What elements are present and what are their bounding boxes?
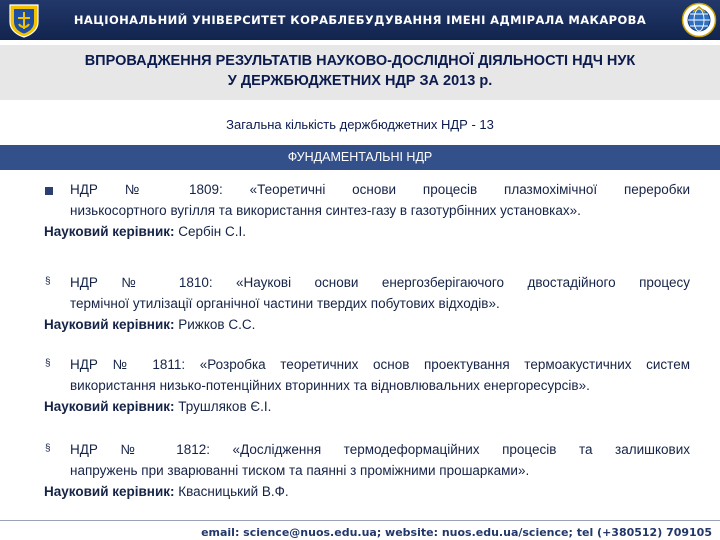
total-count-subtitle: Загальна кількість держбюджетних НДР - 13 bbox=[226, 117, 494, 132]
item-title-line-2: напружень при зварюванні тиском та паянні з проміжними прошарками». bbox=[70, 463, 530, 478]
footer-contacts: email: science@nuos.edu.ua; website: nuos.edu.ua/science; tel (+380512) 709105 bbox=[201, 526, 712, 539]
section-header: ФУНДАМЕНТАЛЬНІ НДР bbox=[0, 145, 720, 170]
supervisor-name: Сербін С.І. bbox=[174, 224, 246, 239]
footer-divider bbox=[0, 520, 720, 521]
item-title-line-1: НДР № 1810: «Наукові основи енергозберігаючого двостадійного процесу bbox=[70, 275, 690, 290]
supervisor-name: Квасницький В.Ф. bbox=[174, 484, 289, 499]
item-title-line-1: НДР № 1811: «Розробка теоретичних основ проектування термоакустичних систем bbox=[70, 357, 690, 372]
item-title-line-1: НДР № 1812: «Дослідження термодеформаційних процесів та залишкових bbox=[70, 442, 690, 457]
title-line-2: У ДЕРЖБЮДЖЕТНИХ НДР ЗА 2013 р. bbox=[227, 73, 493, 89]
title-line-1: ВПРОВАДЖЕННЯ РЕЗУЛЬТАТІВ НАУКОВО-ДОСЛІДНОЇ ДІЯЛЬНОСТІ НДЧ НУК bbox=[84, 53, 636, 69]
supervisor-line bbox=[44, 317, 255, 332]
supervisor-label: Науковий керівник: bbox=[44, 317, 175, 332]
item-title-line-1: НДР № 1809: «Теоретичні основи процесів плазмохімічної переробки bbox=[70, 182, 690, 197]
supervisor-line bbox=[44, 224, 246, 239]
supervisor-name: Трушляков Є.І. bbox=[174, 399, 272, 414]
item-title-line-2: низькосортного вугілля та використання синтез-газу в газотурбінних установках». bbox=[70, 203, 581, 218]
header-bar bbox=[0, 0, 720, 40]
slide-title bbox=[0, 45, 720, 100]
supervisor-label: Науковий керівник: bbox=[44, 399, 175, 414]
supervisor-line bbox=[44, 399, 271, 414]
wingding-bullet-icon: § bbox=[45, 358, 51, 369]
item-title-line-2: використання низько-потенційних вторинних та відновлювальних енергоресурсів». bbox=[70, 378, 590, 393]
wingding-bullet-icon: § bbox=[45, 276, 51, 287]
shield-emblem-icon bbox=[6, 2, 42, 38]
supervisor-label: Науковий керівник: bbox=[44, 224, 175, 239]
item-title-line-2: термічної утилізації органічної частини твердих побутових відходів». bbox=[70, 296, 500, 311]
supervisor-label: Науковий керівник: bbox=[44, 484, 175, 499]
supervisor-name: Рижков С.С. bbox=[174, 317, 256, 332]
wingding-bullet-icon: § bbox=[45, 443, 51, 454]
university-name: НАЦІОНАЛЬНИЙ УНІВЕРСИТЕТ КОРАБЛЕБУДУВАННЯ ІМЕНІ АДМІРАЛА МАКАРОВА bbox=[73, 13, 647, 27]
square-bullet-icon bbox=[45, 187, 53, 195]
globe-seal-icon bbox=[681, 2, 717, 38]
supervisor-line bbox=[44, 484, 289, 499]
